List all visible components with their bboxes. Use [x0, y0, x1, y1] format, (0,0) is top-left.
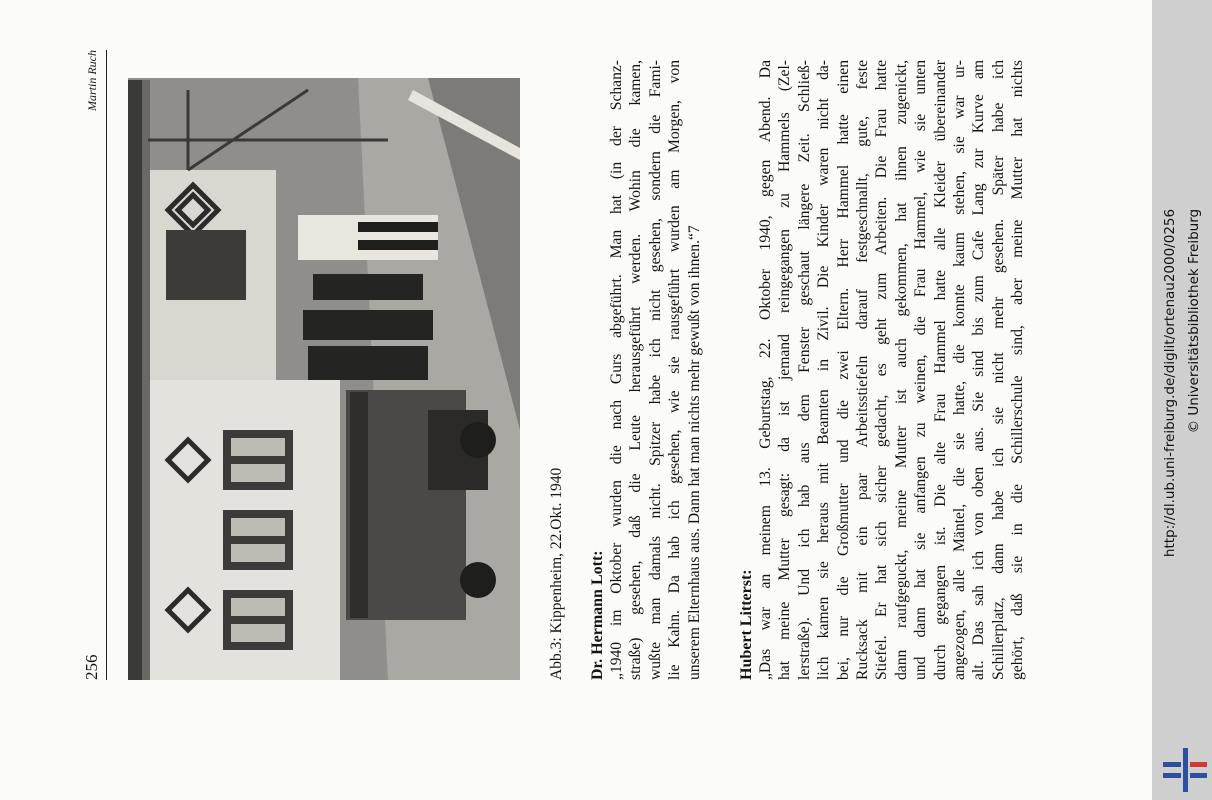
testimony-text	[607, 60, 704, 680]
credit-text	[1158, 209, 1206, 557]
text-line: durch gegangen ist. Die alte Frau Hammel hatte alle Kleider übereinander	[931, 60, 949, 680]
text-line: lerstraße). Und ich hab aus dem Fenster geschaut längere Zeit. Schließ-	[795, 60, 813, 680]
running-header	[80, 50, 107, 680]
testimony-text	[756, 60, 1028, 680]
historical-photograph	[128, 78, 520, 680]
text-line: und dann hat sie anfangen zu weinen, die Frau Hammel, wie sie unten	[912, 60, 930, 680]
testimony-litterst	[737, 60, 1028, 680]
running-head-author: Martin Ruch	[85, 50, 99, 111]
text-line: hat meine Mutter gesagt: da ist jemand reingegangen zu Hammels (Zel-	[776, 60, 794, 680]
text-line: gehört, daß sie in die Schillerschule sind, aber meine Mutter hat nichts	[1009, 60, 1027, 680]
library-logo-icon	[1163, 748, 1207, 792]
library-credit-strip	[1152, 0, 1212, 800]
book-page	[80, 50, 1140, 690]
text-line: Rucksack mit ein paar Arbeitsstiefeln darauf festgeschnallt, gute, feste	[854, 60, 872, 680]
text-line: Stiefel. Er hat sich sicher gedacht, es geht zum Arbeiten. Die Frau hatte	[873, 60, 891, 680]
text-line: wußte man damals nicht. Spitzer habe ich nicht gesehen, sondern die Fami-	[646, 60, 664, 680]
text-line: dann raufgeguckt, meine Mutter ist auch gekommen, hat ihnen zugenickt,	[892, 60, 910, 680]
deportation-street-photo	[128, 78, 520, 680]
copyright-notice: © Universitätsbibliothek Freiburg	[1186, 208, 1202, 434]
text-line: bei, nur die Großmutter und die zwei Eltern. Herr Hammel hatte einen	[834, 60, 852, 680]
photo-caption: Abb.3: Kippenheim, 22.Okt. 1940	[548, 467, 565, 680]
text-line: lich kamen sie heraus mit Beamten in Zivil. Die Kinder waren nicht da-	[815, 60, 833, 680]
text-line: unserem Elternhaus aus. Dann hat man nichts mehr gewußt von ihnen.“7	[685, 225, 703, 680]
speaker-name: Hubert Litterst:	[738, 569, 755, 680]
testimony-lott	[588, 60, 704, 680]
page-number: 256	[82, 654, 101, 680]
source-url[interactable]: http://dl.ub.uni-freiburg.de/diglit/ortenau2000/0256	[1162, 208, 1178, 558]
text-line: lie Kahn. Da hab ich gesehen, wie sie rausgeführt wurden am Morgen, von	[666, 60, 684, 680]
text-line: alt. Das sah ich von oben aus. Sie sind bis zum Cafe Lang zur Kurve am	[970, 60, 988, 680]
text-line: „1940 im Oktober wurden die nach Gurs abgeführt. Man hat (in der Schanz-	[608, 60, 625, 680]
text-line: „Das war an meinem 13. Geburtstag, 22. Oktober 1940, gegen Abend. Da	[757, 60, 774, 680]
speaker-name: Dr. Hermann Lott:	[589, 550, 606, 680]
text-line: straße) gesehen, daß die Leute herausgeführt werden. Wohin die kamen,	[627, 60, 645, 680]
text-line: Schillerplatz, dann habe ich sie nicht mehr gesehen. Später habe ich	[989, 60, 1007, 680]
text-line: angezogen, alle Mäntel, die sie hatte, die konnte kaum stehen, sie war ur-	[951, 60, 969, 680]
